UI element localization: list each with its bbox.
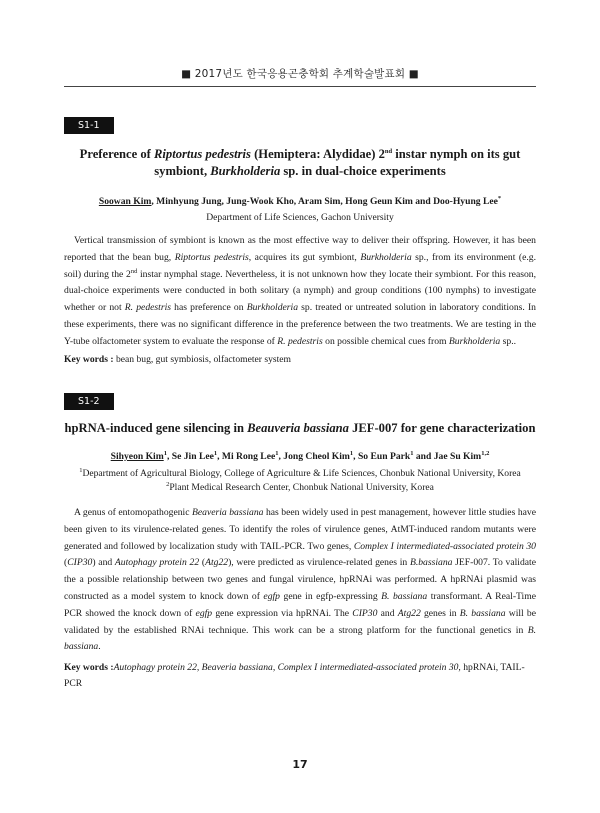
presenting-author: Sihyeon Kim xyxy=(110,451,164,462)
affiliation-2: $^2$Plant Medical Research Center, Chonbuk National University, Korea xyxy=(166,480,434,493)
affiliation: Department of Life Sciences, Gachon University xyxy=(206,212,394,223)
session-tag: S1-2 xyxy=(64,393,114,410)
keywords: Key words : bean bug, gut symbiosis, olfactometer system xyxy=(64,353,292,365)
page-number: 17 xyxy=(292,758,308,771)
header-divider xyxy=(64,86,536,87)
session-tag: S1-1 xyxy=(64,117,114,134)
presenting-author: Soowan Kim xyxy=(98,196,152,207)
abstract-s1-1 xyxy=(64,115,536,368)
abstract-body: A genus of entomopathogenic Beaveria bassiana has been widely used in pest management, however little studies have been given to its virulence-related genes. To identify the roles of virulence genes, AtMT-induced random mutants were generated and followed by localization study with TAIL-PCR. Two genes, Complex I intermediated-associated protein 30 (CIP30) and Autophagy protein 22 (Atg22), were predicted as virulence-related genes in B.bassiana JEF-007. To validate the a possible relationship between two genes and fungal virulence, hpRNAi was performed. A hpRNAi plasmid was constructed as a model system to knock down of egfp gene in egfp-expressing B. bassiana transformant. A Real-Time PCR showed the knock down of egfp gene expression via hpRNAi. The CIP30 and Atg22 genes in B. bassiana will be validated by the established RNAi technique. This work can be a strong platform for the functional genetics in B. bassiana. xyxy=(64,507,537,653)
author-list: Soowan Kim, Minhyung Jung, Jung-Wook Kho, Aram Sim, Hong Geun Kim and Doo-Hyung Lee* xyxy=(98,194,502,207)
keywords: Key words :Autophagy protein 22, Beaveria bassiana, Complex I intermediated-associated protein 30, hpRNAi, TAIL-PCR xyxy=(64,662,525,690)
author-list: Sihyeon Kim$^1$, Se Jin Lee$^1$, Mi Rong Lee$^1$, Jong Cheol Kim$^1$, So Eun Park$^1$ and Jae Su Kim$^{1,2}$ xyxy=(110,449,490,462)
conference-header: ■ 2017년도 한국응용곤충학회 추계학술발표회 ■ xyxy=(181,68,419,80)
abstract-title: Preference of Riptortus pedestris (Hemiptera: Alydidae) 2nd instar nymph on its gut symbiont, Burkholderia sp. in dual-choice experiments xyxy=(79,147,521,178)
abstract-s1-2 xyxy=(64,391,536,692)
abstract-title: hpRNA-induced gene silencing in Beauveria bassiana JEF-007 for gene characterization xyxy=(64,421,536,435)
affiliation-1: $^1$Department of Agricultural Biology, College of Agriculture & Life Sciences, Chonbuk National University, Korea xyxy=(79,466,521,479)
abstract-body: Vertical transmission of symbiont is known as the most effective way to deliver their offspring. However, it has been reported that the bean bug, Riptortus pedestris, acquires its gut symbiont, Burkholderia sp., from its environment (e.g. soil) during the 2nd instar nymphal stage. Nevertheless, it is not unknown how they locate their symbiont. For this reason, dual-choice experiments were conducted in both solitary (a nymph) and group conditions (100 nymphs) to investigate whether or not R. pedestris has preference on Burkholderia sp. treated or untreated solution in laboratory conditions. In these experiments, there was no significant difference in the preference between the two treatments. We are testing in the Y-tube olfactometer system to evaluate the response of R. pedestris on possible chemical cues from Burkholderia sp.. xyxy=(64,235,537,347)
